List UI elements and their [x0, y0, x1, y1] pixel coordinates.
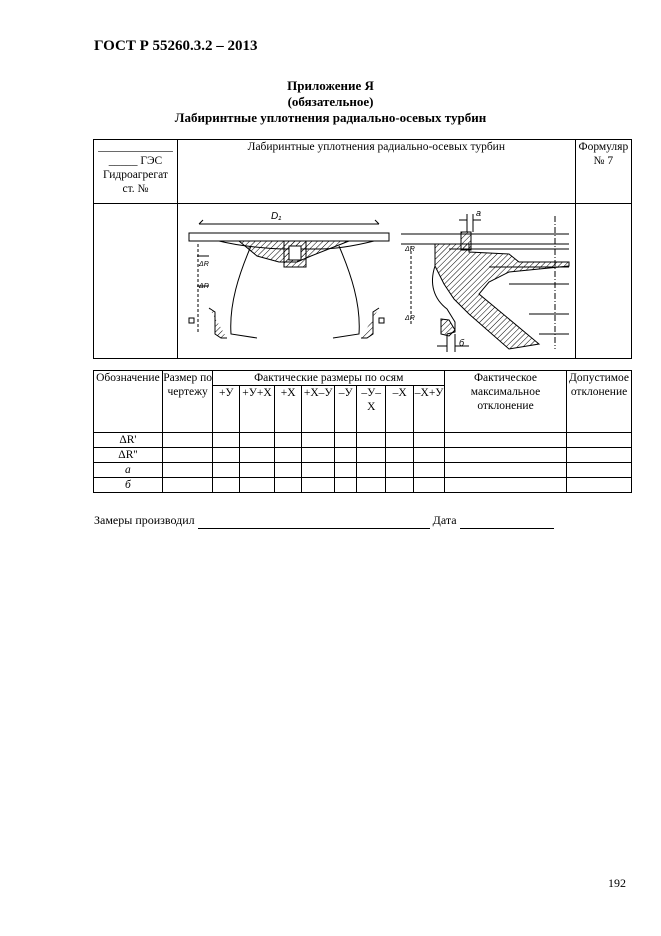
row-designation: ΔR'	[94, 433, 163, 448]
col-designation: Обозначение	[94, 371, 163, 433]
unit-label: Гидроагрегат	[102, 169, 168, 181]
label-d1: D₁	[270, 211, 282, 222]
seal-drawing	[179, 204, 574, 354]
date-label: Дата	[432, 513, 457, 527]
label-b: б	[458, 338, 464, 348]
row-designation: а	[94, 463, 163, 478]
right-view	[401, 214, 569, 352]
plant-cell	[94, 140, 178, 204]
left-view	[189, 220, 389, 338]
axis-header: –Х	[385, 386, 413, 433]
measurements-table	[93, 370, 632, 493]
label-dr-right-2: ΔR	[404, 315, 415, 322]
col-actual-group: Фактические размеры по осям	[213, 371, 445, 386]
signature-line	[94, 513, 554, 529]
plant-blank: _____________	[98, 141, 173, 153]
axis-header: –У	[335, 386, 357, 433]
appendix-title: Приложение Я	[287, 78, 374, 93]
form-title: Лабиринтные уплотнения радиально-осевых турбин	[177, 140, 575, 204]
station-number: ст. №	[122, 183, 149, 195]
label-dr-left-1: ΔR	[198, 261, 209, 268]
axis-header: –У–Х	[357, 386, 385, 433]
plant-label: _____ ГЭС	[108, 155, 163, 167]
axis-header: +У	[213, 386, 240, 433]
col-max-deviation: Фактическое максимальное отклонение	[444, 371, 566, 433]
table-row	[94, 463, 632, 478]
table-row	[94, 478, 632, 493]
label-a: a	[475, 208, 481, 218]
table-row	[94, 448, 632, 463]
row-designation: ΔR''	[94, 448, 163, 463]
axis-header: +Х	[274, 386, 302, 433]
measured-by-label: Замеры производил	[94, 513, 195, 527]
measured-by-field[interactable]	[198, 513, 430, 529]
label-dr-left-2: ΔR	[198, 283, 209, 290]
axis-header: –Х+У	[414, 386, 445, 433]
appendix-subject: Лабиринтные уплотнения радиально-осевых турбин	[174, 110, 487, 125]
row-designation: б	[94, 478, 163, 493]
form-number: Формуляр № 7	[575, 140, 631, 204]
page-number: 192	[608, 876, 626, 890]
date-field[interactable]	[460, 513, 554, 529]
table-row	[94, 433, 632, 448]
empty-cell	[94, 204, 178, 359]
col-size: Размер по чертежу	[162, 371, 213, 433]
empty-cell	[575, 204, 631, 359]
col-allowed-deviation: Допустимое отклонение	[567, 371, 632, 433]
document-header: ГОСТ Р 55260.3.2 – 2013	[94, 38, 258, 54]
form-table	[93, 139, 632, 359]
axis-header: +У+Х	[240, 386, 275, 433]
label-dr-right-1: ΔR	[404, 246, 415, 253]
axis-header: +Х–У	[302, 386, 335, 433]
appendix-status: (обязательное)	[287, 94, 374, 109]
drawing-cell	[177, 204, 575, 359]
